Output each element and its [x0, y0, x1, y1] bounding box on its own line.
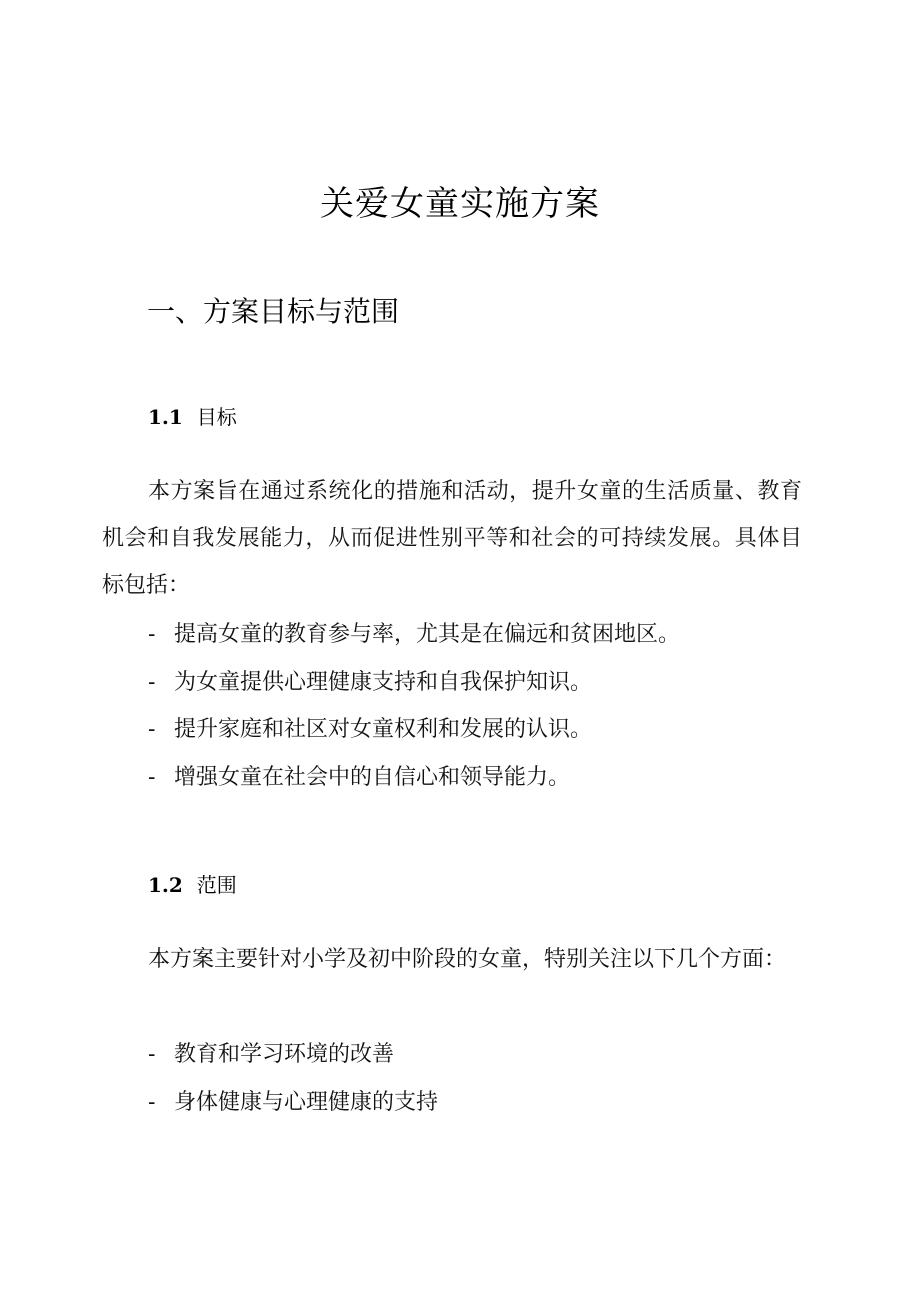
list-dash: - — [148, 717, 156, 742]
list-item — [148, 1079, 438, 1127]
list-dash: - — [148, 622, 156, 647]
list-dash: - — [148, 669, 156, 695]
list-item-text: 为女童提供心理健康支持和自我保护知识。 — [174, 669, 593, 695]
list-dash: - — [148, 1089, 156, 1115]
subsection-label: 目标 — [196, 405, 237, 429]
subsection-label: 范围 — [196, 873, 237, 897]
subsection-number: 1.1 — [148, 405, 183, 429]
list-item-text: 提高女童的教育参与率，尤其是在偏远和贫困地区。 — [174, 622, 681, 647]
subsection-heading-scope — [148, 871, 237, 899]
scope-list — [148, 1031, 438, 1126]
list-item-text: 教育和学习环境的改善 — [174, 1042, 395, 1067]
list-dash: - — [148, 1042, 156, 1067]
list-item — [148, 659, 680, 707]
list-item — [148, 1031, 438, 1079]
document-title: 关爱女童实施方案 — [320, 184, 600, 224]
scope-paragraph: 本方案主要针对小学及初中阶段的女童，特别关注以下几个方面： — [148, 947, 787, 972]
list-item — [148, 611, 680, 659]
subsection-number: 1.2 — [148, 873, 183, 897]
list-item-text: 增强女童在社会中的自信心和领导能力。 — [174, 764, 571, 790]
goal-paragraph: 本方案旨在通过系统化的措施和活动，提升女童的生活质量、教育机会和自我发展能力，从而促进性别平等和社会的可持续发展。具体目标包括： — [102, 479, 802, 598]
goal-list — [148, 611, 680, 801]
list-item — [148, 706, 680, 754]
list-dash: - — [148, 764, 156, 790]
list-item — [148, 754, 680, 802]
list-item-text: 身体健康与心理健康的支持 — [174, 1089, 439, 1115]
list-item-text: 提升家庭和社区对女童权利和发展的认识。 — [174, 717, 593, 742]
subsection-heading-goal — [148, 403, 237, 431]
section-heading-goals-scope: 一、方案目标与范围 — [147, 295, 400, 328]
